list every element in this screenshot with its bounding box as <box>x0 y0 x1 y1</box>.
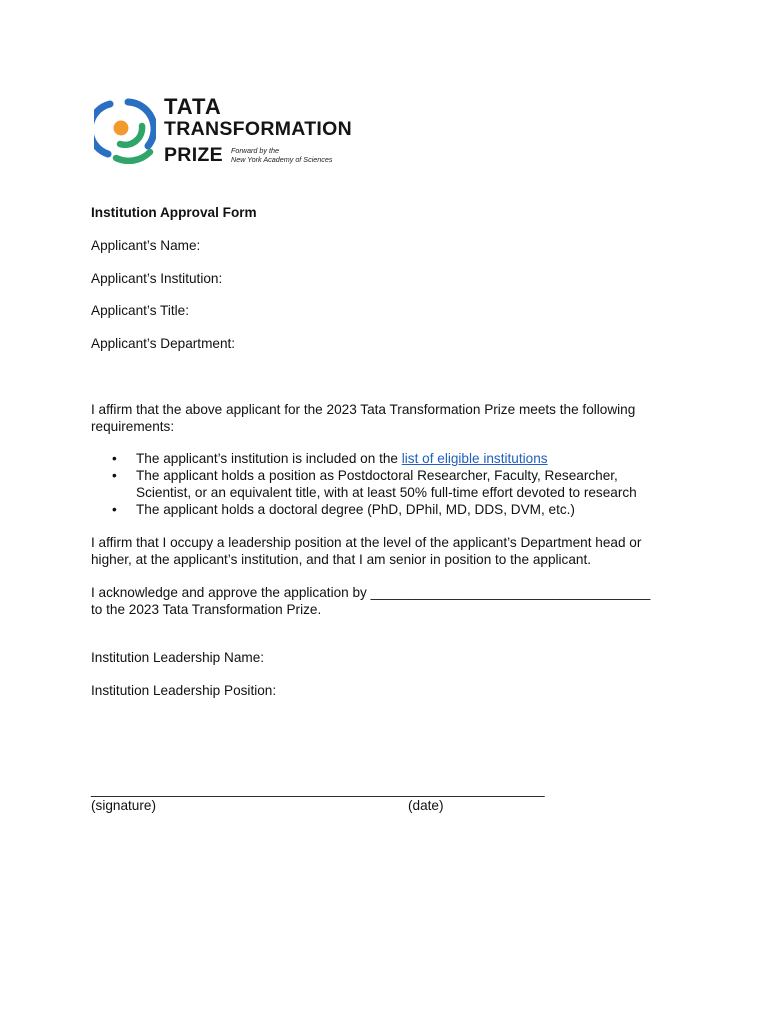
applicant-name-label: Applicant’s Name: <box>91 238 201 253</box>
applicant-institution-label: Applicant’s Institution: <box>91 271 223 286</box>
applicant-title-label: Applicant’s Title: <box>91 303 189 318</box>
affirm-leadership-line1: I affirm that I occupy a leadership position at the level of the applicant’s Department head or <box>91 535 642 550</box>
prize-logo-mark-icon <box>94 96 156 164</box>
signature-line: ____________________________________________________________ <box>91 782 545 797</box>
list-item: • The applicant holds a position as Postdoctoral Researcher, Faculty, Researcher, Scientist, or an equivalent title, with at least 50% full-time effort devoted to research <box>112 467 637 501</box>
tata-transformation-prize-logo <box>94 94 354 168</box>
list-item: • The applicant holds a doctoral degree (PhD, DPhil, MD, DDS, DVM, etc.) <box>112 501 637 518</box>
acknowledge-line2: to the 2023 Tata Transformation Prize. <box>91 602 322 617</box>
list-item: • The applicant’s institution is included on the list of eligible institutions <box>112 450 637 467</box>
logo-forward-by: Forward by the New York Academy of Sciences <box>231 146 333 164</box>
affirm-requirements-line2: requirements: <box>91 419 175 434</box>
logo-word-prize: PRIZE <box>164 144 223 166</box>
eligible-institutions-link[interactable]: list of eligible institutions <box>401 451 548 466</box>
requirements-list <box>112 450 637 518</box>
applicant-department-label: Applicant’s Department: <box>91 336 236 351</box>
affirm-leadership-line2: higher, at the applicant’s institution, and that I am senior in position to the applicant. <box>91 552 592 567</box>
logo-word-transformation: TRANSFORMATION <box>164 118 352 140</box>
leadership-position-label: Institution Leadership Position: <box>91 683 277 698</box>
affirm-requirements-line1: I affirm that the above applicant for the 2023 Tata Transformation Prize meets the following <box>91 402 636 417</box>
leadership-name-label: Institution Leadership Name: <box>91 650 265 665</box>
logo-word-tata: TATA <box>164 94 222 119</box>
date-label: (date) <box>408 798 444 813</box>
form-title: Institution Approval Form <box>91 205 257 220</box>
signature-label: (signature) <box>91 798 156 813</box>
acknowledge-line1: I acknowledge and approve the application by _____________________________________ <box>91 585 651 600</box>
